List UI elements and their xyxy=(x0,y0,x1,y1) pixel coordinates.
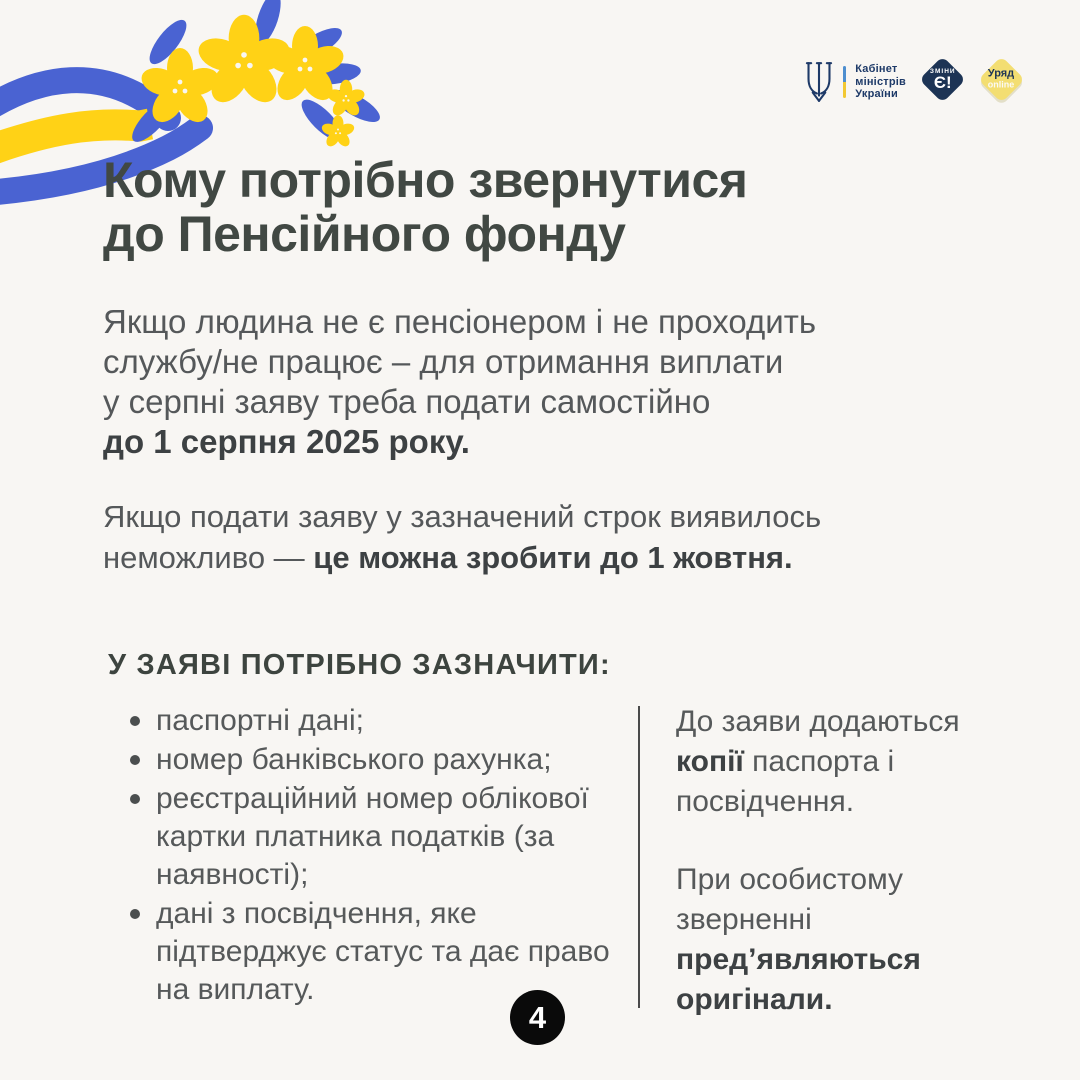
list-item xyxy=(130,780,638,894)
cabinet-logo-text xyxy=(855,63,906,101)
trident-icon xyxy=(804,60,834,104)
intro-line1: Якщо людина не є пенсіонером і не проходить xyxy=(103,303,817,340)
cabinet-logo-line2: міністрів xyxy=(855,75,906,88)
column-divider xyxy=(638,706,640,1008)
uryad-badge-top-text: Уряд xyxy=(988,67,1015,80)
zminy-badge-small-text: ЗМІНИ xyxy=(929,67,956,75)
flag-divider-bar xyxy=(843,66,846,98)
cabinet-of-ministers-logo xyxy=(804,60,906,104)
page-title-line2: до Пенсійного фонду xyxy=(103,206,626,262)
note-line1: Якщо подати заяву у зазначений строк виявилось xyxy=(103,499,822,534)
originals-paragraph xyxy=(676,860,988,1020)
list-item-text: дані з посвідчення, яке підтверджує статус та дає право на виплату. xyxy=(156,897,610,1006)
cabinet-logo-line3: України xyxy=(855,88,898,101)
attachments-paragraph xyxy=(676,702,988,822)
requirements-list xyxy=(130,702,638,1020)
attachments-text-start: До заяви додаються xyxy=(676,705,960,738)
zminy-ye-badge xyxy=(919,56,966,103)
bullet-icon xyxy=(130,755,140,765)
list-item-text: номер банківського рахунка; xyxy=(156,743,552,776)
note-line2-bold: це можна зробити до 1 жовтня. xyxy=(313,540,793,575)
uryad-badge-bottom-text: online xyxy=(988,79,1015,90)
content-columns xyxy=(130,702,988,1020)
intro-line2: службу/не працює – для отримання виплати xyxy=(103,343,784,380)
note-line2 xyxy=(103,537,821,578)
page-title-line1: Кому потрібно звернутися xyxy=(103,152,748,208)
bullet-icon xyxy=(130,909,140,919)
page-title xyxy=(103,153,747,261)
list-item xyxy=(130,895,638,1009)
list-item-text: паспортні дані; xyxy=(156,704,364,737)
intro-line3: у серпні заяву треба подати самостійно xyxy=(103,383,711,420)
uryad-online-badge xyxy=(978,56,1025,103)
page-number-badge: 4 xyxy=(510,990,565,1045)
bullet-icon xyxy=(130,794,140,804)
list-item-text: реєстраційний номер облікової картки платника податків (за наявності); xyxy=(156,782,589,891)
zminy-badge-big-text: Є! xyxy=(933,72,952,92)
originals-bold: пред’являються оригінали. xyxy=(676,943,921,1016)
bullet-icon xyxy=(130,716,140,726)
attachments-copies-bold: копії xyxy=(676,745,744,778)
cabinet-logo-line1: Кабінет xyxy=(855,63,898,76)
attachments-column xyxy=(676,702,988,1020)
originals-text-start: При особистому зверненні xyxy=(676,863,904,936)
note-paragraph xyxy=(103,496,821,578)
list-item xyxy=(130,702,638,740)
attachments-text-rest: паспорта і посвідчення. xyxy=(676,745,895,818)
note-line2-normal: неможливо — xyxy=(103,540,314,575)
intro-deadline-bold: до 1 серпня 2025 року. xyxy=(103,423,470,460)
section-heading: У ЗАЯВІ ПОТРІБНО ЗАЗНАЧИТИ: xyxy=(108,649,611,681)
list-item xyxy=(130,741,638,779)
intro-paragraph xyxy=(103,302,816,462)
logo-row xyxy=(804,58,1024,104)
